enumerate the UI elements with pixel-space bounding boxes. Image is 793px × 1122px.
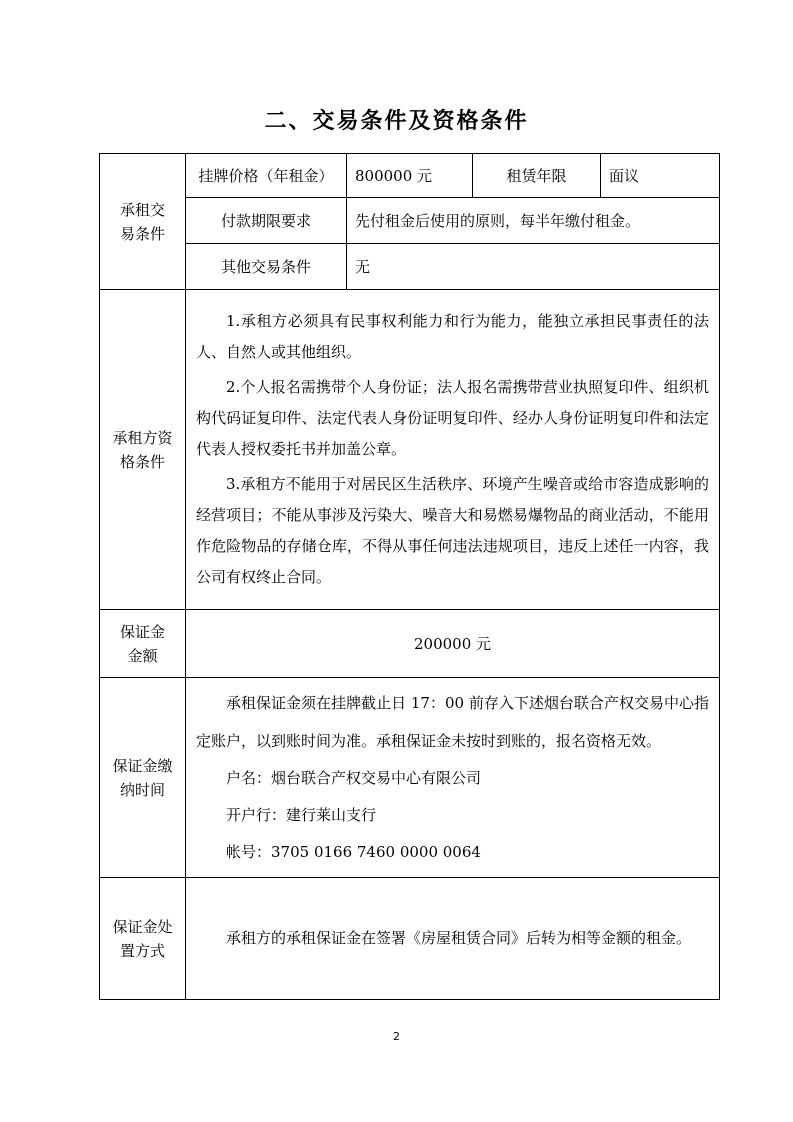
trade-conditions-category (100, 154, 186, 290)
qualification-item: 1.承租方必须具有民事权利能力和行为能力，能独立承担民事责任的法人、自然人或其他组织。 (196, 312, 709, 361)
lease-term-value: 面议 (601, 154, 720, 198)
deposit-time-category-label: 保证金缴纳时间 (112, 756, 173, 799)
qualification-content (186, 290, 720, 610)
listing-price-label: 挂牌价格（年租金） (186, 154, 347, 198)
account-number: 帐号：3705 0166 7460 0000 0064 (226, 843, 481, 861)
payment-value: 先付租金后使用的原则，每半年缴付租金。 (347, 198, 720, 244)
deposit-value: 200000 元 (186, 610, 720, 678)
qualification-item: 3.承租方不能用于对居民区生活秩序、环境产生噪音或给市容造成影响的经营项目；不能从事涉及污染大、噪音大和易燃易爆物品的商业活动，不能用作危险物品的存储仓库，不得从事任何违法违规项目，违反上述任一内容，我公司有权终止合同。 (196, 475, 709, 586)
deposit-time-content (186, 678, 720, 878)
deposit-category (100, 610, 186, 678)
bank-name: 开户行：建行莱山支行 (226, 806, 377, 824)
deposit-category-label: 保证金金额 (119, 622, 165, 665)
deposit-disposal-value: 承租方的承租保证金在签署《房屋租赁合同》后转为相等金额的租金。 (226, 929, 692, 947)
table-row (100, 244, 720, 290)
table-row (100, 154, 720, 198)
payment-label: 付款期限要求 (186, 198, 347, 244)
table-row (100, 678, 720, 878)
deposit-time-paragraph: 承租保证金须在挂牌截止日 17：00 前存入下述烟台联合产权交易中心指定账户，以到账时间为准。承租保证金未按时到账的，报名资格无效。 (196, 694, 709, 750)
page-number: 2 (393, 1030, 400, 1043)
deposit-time-category (100, 678, 186, 878)
qualification-category-label: 承租方资格条件 (112, 428, 173, 471)
trade-conditions-category-label: 承租交易条件 (119, 200, 165, 243)
account-name: 户名：烟台联合产权交易中心有限公司 (226, 769, 482, 787)
other-conditions-value: 无 (347, 244, 720, 290)
listing-price-value: 800000 元 (347, 154, 473, 198)
other-conditions-label: 其他交易条件 (186, 244, 347, 290)
table-row (100, 878, 720, 1000)
page-title: 二、交易条件及资格条件 (264, 109, 529, 134)
qualification-category (100, 290, 186, 610)
deposit-disposal-content (186, 878, 720, 1000)
deposit-disposal-category (100, 878, 186, 1000)
qualification-item: 2.个人报名需携带个人身份证；法人报名需携带营业执照复印件、组织机构代码证复印件、法定代表人身份证明复印件、经办人身份证明复印件和法定代表人授权委托书并加盖公章。 (196, 378, 709, 458)
table-row (100, 290, 720, 610)
table-row (100, 610, 720, 678)
lease-term-label: 租赁年限 (473, 154, 601, 198)
table-row (100, 198, 720, 244)
deposit-disposal-category-label: 保证金处置方式 (112, 917, 173, 960)
conditions-table (99, 153, 720, 1000)
